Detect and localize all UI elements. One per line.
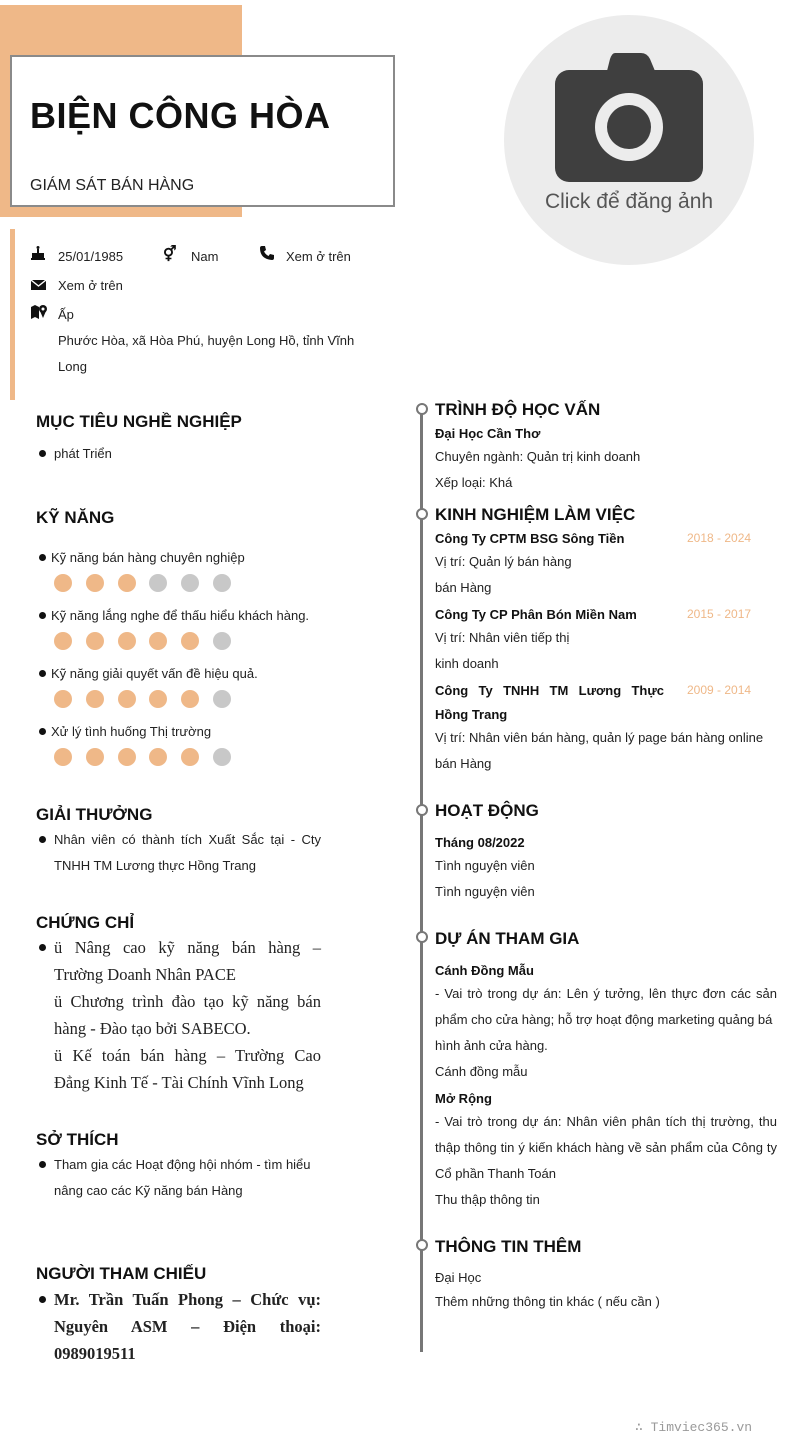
job-desc: bán Hàng (435, 580, 492, 595)
job-position: Vị trí: Nhân viên tiếp thị (435, 630, 570, 645)
job-position: Vị trí: Nhân viên bán hàng, quản lý page bán hàng online (435, 730, 764, 745)
extra-title: THÔNG TIN THÊM (435, 1237, 582, 1256)
candidate-name: BIỆN CÔNG HÒA (30, 95, 331, 136)
timeline-dot (416, 931, 428, 943)
cert-line: Trường Doanh Nhân PACE (54, 965, 236, 984)
cert-line: Đẳng Kinh Tế - Tài Chính Vĩnh Long (54, 1073, 304, 1092)
activity-role: Tình nguyện viên (435, 858, 535, 873)
job-desc: kinh doanh (435, 656, 499, 671)
rating-dot-filled (181, 748, 199, 766)
photo-upload[interactable] (504, 15, 754, 265)
activity-date: Tháng 08/2022 (435, 835, 525, 850)
rating-dot-filled (118, 690, 136, 708)
birthday-cake-icon (30, 245, 46, 264)
projects-title: DỰ ÁN THAM GIA (435, 929, 580, 948)
bullet (39, 1161, 46, 1168)
phone-icon (259, 245, 275, 264)
cert-line: ü Kế toán bán hàng – Trường Cao (54, 1046, 321, 1065)
project-line: Cánh đồng mẫu (435, 1064, 528, 1079)
project-name: Mở Rộng (435, 1091, 492, 1106)
contact-accent-bar (10, 229, 15, 400)
rating-dot-filled (54, 748, 72, 766)
activity-desc: Tình nguyện viên (435, 884, 535, 899)
bullet (39, 670, 46, 677)
reference-phone: 0989019511 (54, 1344, 136, 1363)
education-grade: Xếp loại: Khá (435, 475, 513, 490)
rating-dot-filled (86, 574, 104, 592)
bullet (39, 836, 46, 843)
rating-dot-filled (181, 632, 199, 650)
hobbies-title: SỞ THÍCH (36, 1130, 119, 1149)
project-line: hình ảnh cửa hàng. (435, 1038, 548, 1053)
rating-dot-filled (54, 690, 72, 708)
rating-dot-empty (213, 690, 231, 708)
bullet (39, 554, 46, 561)
address-line-1: Ấp (58, 307, 74, 322)
job-company-cont: Hồng Trang (435, 707, 508, 722)
timeline-dot (416, 804, 428, 816)
bullet (39, 944, 46, 951)
reference-line-2: Nguyên ASM – Điện thoại: (54, 1317, 321, 1336)
project-line: Thu thập thông tin (435, 1192, 540, 1207)
rating-dot-empty (149, 574, 167, 592)
skill-label: Kỹ năng giải quyết vấn đề hiệu quả. (51, 666, 258, 681)
skill-rating (54, 748, 245, 771)
hobbies-line-2: nâng cao các Kỹ năng bán Hàng (54, 1183, 243, 1198)
job-desc: bán Hàng (435, 756, 492, 771)
rating-dot-filled (181, 690, 199, 708)
certs-title: CHỨNG CHỈ (36, 913, 135, 932)
extra-line: Thêm những thông tin khác ( nếu cần ) (435, 1294, 660, 1309)
project-line: - Vai trò trong dự án: Nhân viên phân tích thị trường, thu (435, 1114, 777, 1129)
photo-upload-label[interactable]: Click để đăng ảnh (544, 190, 714, 213)
awards-line-2: TNHH TM Lương thực Hồng Trang (54, 858, 256, 873)
email-icon (31, 278, 46, 294)
objective-title: MỤC TIÊU NGHỀ NGHIỆP (36, 412, 242, 431)
skill-rating (54, 690, 245, 713)
map-marker-icon (30, 304, 48, 323)
skills-title: KỸ NĂNG (36, 508, 115, 527)
rating-dot-filled (149, 632, 167, 650)
references-title: NGƯỜI THAM CHIẾU (36, 1264, 207, 1283)
rating-dot-filled (118, 632, 136, 650)
skill-label: Kỹ năng lắng nghe để thấu hiểu khách hàng. (51, 608, 310, 623)
experience-title: KINH NGHIỆM LÀM VIỆC (435, 505, 636, 524)
job-title: GIÁM SÁT BÁN HÀNG (30, 177, 195, 194)
job-years: 2009 - 2014 (687, 683, 752, 697)
rating-dot-empty (213, 748, 231, 766)
watermark: ∴ Timviec365.vn (635, 1420, 753, 1435)
rating-dot-filled (86, 748, 104, 766)
gender-icon: ⚥ (163, 246, 177, 263)
bullet (39, 1296, 46, 1303)
skill-label: Xử lý tình huống Thị trường (51, 724, 212, 739)
education-major: Chuyên ngành: Quản trị kinh doanh (435, 449, 641, 464)
phone-value: Xem ở trên (286, 249, 351, 264)
timeline-dot (416, 1239, 428, 1251)
activities-title: HOẠT ĐỘNG (435, 801, 539, 820)
awards-title: GIẢI THƯỞNG (36, 805, 153, 824)
birthday-value: 25/01/1985 (58, 249, 124, 264)
job-company: Công Ty TNHH TM Lương Thực (435, 683, 664, 698)
extra-line: Đại Học (435, 1270, 482, 1285)
rating-dot-filled (149, 690, 167, 708)
rating-dot-filled (118, 748, 136, 766)
skill-rating (54, 574, 245, 597)
rating-dot-filled (118, 574, 136, 592)
bullet (39, 450, 46, 457)
reference-line-1: Mr. Trần Tuấn Phong – Chức vụ: (54, 1290, 321, 1309)
project-line: - Vai trò trong dự án: Lên ý tưởng, lên thực đơn các sản (435, 986, 777, 1001)
job-company: Công Ty CPTM BSG Sông Tiền (435, 531, 625, 546)
skill-label: Kỹ năng bán hàng chuyên nghiệp (51, 550, 245, 565)
rating-dot-empty (213, 574, 231, 592)
rating-dot-filled (86, 690, 104, 708)
skill-rating (54, 632, 245, 655)
timeline-dot (416, 508, 428, 520)
rating-dot-filled (54, 632, 72, 650)
awards-line-1: Nhân viên có thành tích Xuất Sắc tại - Cty (54, 832, 321, 847)
bullet (39, 612, 46, 619)
email-value: Xem ở trên (58, 278, 123, 293)
job-company: Công Ty CP Phân Bón Miền Nam (435, 607, 637, 622)
cert-line: ü Nâng cao kỹ năng bán hàng – (54, 938, 321, 957)
rating-dot-empty (181, 574, 199, 592)
address-line-2: Phước Hòa, xã Hòa Phú, huyện Long Hồ, tỉnh Vĩnh (58, 333, 355, 348)
project-line: phẩm cho cửa hàng; hỗ trợ hoạt động marketing quảng bá (435, 1012, 773, 1027)
job-years: 2015 - 2017 (687, 607, 752, 621)
education-school: Đại Học Cần Thơ (435, 426, 541, 441)
project-name: Cánh Đồng Mẫu (435, 963, 534, 978)
gender-value: Nam (191, 249, 219, 264)
bullet (39, 728, 46, 735)
job-position: Vị trí: Quản lý bán hàng (435, 554, 572, 569)
rating-dot-filled (86, 632, 104, 650)
project-line: thập thông tin ý kiến khách hàng về sản phẩm của Công ty (435, 1140, 777, 1155)
timeline-line (420, 412, 423, 1352)
hobbies-line-1: Tham gia các Hoạt động hội nhóm - tìm hiểu (54, 1157, 311, 1172)
rating-dot-filled (149, 748, 167, 766)
rating-dot-filled (54, 574, 72, 592)
cert-line: hàng - Đào tạo bởi SABECO. (54, 1019, 251, 1038)
rating-dot-empty (213, 632, 231, 650)
project-line: Cổ phần Thanh Toán (435, 1166, 556, 1181)
cert-line: ü Chương trình đào tạo kỹ năng bán (54, 992, 321, 1011)
timeline-dot (416, 403, 428, 415)
address-line-3: Long (58, 359, 87, 374)
job-years: 2018 - 2024 (687, 531, 752, 545)
camera-icon (504, 15, 754, 265)
objective-text: phát Triển (54, 446, 112, 461)
education-title: TRÌNH ĐỘ HỌC VẤN (435, 400, 601, 419)
